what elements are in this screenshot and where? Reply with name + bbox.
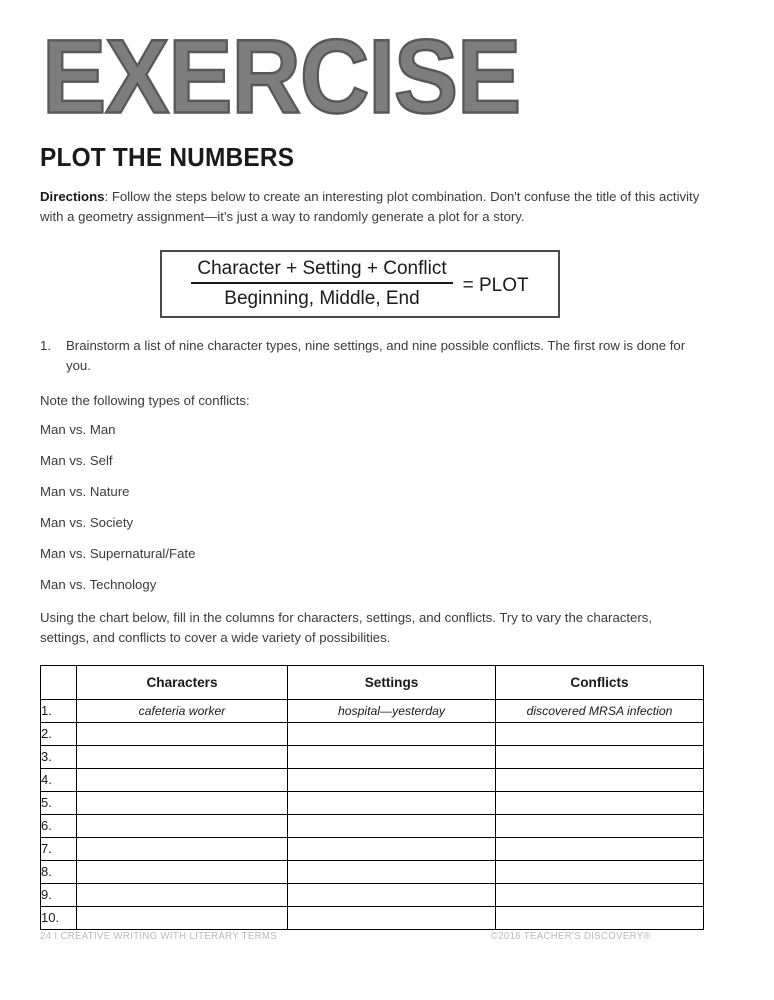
cell-conflicts[interactable]: [496, 768, 704, 791]
cell-characters[interactable]: [77, 768, 288, 791]
fraction-denominator: Beginning, Middle, End: [224, 288, 420, 310]
row-number: 10.: [41, 906, 77, 929]
cell-characters[interactable]: [77, 814, 288, 837]
list-item: Man vs. Nature: [40, 483, 130, 499]
row-number: 6.: [41, 814, 77, 837]
table-row: [41, 814, 704, 837]
table-row: [41, 768, 704, 791]
table-row: [41, 906, 704, 929]
row-number: 3.: [41, 745, 77, 768]
page-subtitle: PLOT THE NUMBERS: [40, 142, 295, 172]
table-row: [41, 883, 704, 906]
table-header-row: [41, 665, 704, 699]
table-row: [41, 860, 704, 883]
list-item: Man vs. Self: [40, 452, 113, 468]
row-number: 8.: [41, 860, 77, 883]
page-content: [40, 0, 704, 930]
cell-conflicts[interactable]: [496, 860, 704, 883]
cell-characters[interactable]: [77, 860, 288, 883]
cell-conflicts[interactable]: [496, 722, 704, 745]
cell-characters[interactable]: [77, 745, 288, 768]
cell-settings[interactable]: hospital—yesterday: [288, 699, 496, 722]
column-header-conflicts: Conflicts: [496, 665, 704, 699]
row-number: 9.: [41, 883, 77, 906]
column-header-characters: Characters: [77, 665, 288, 699]
conflict-types-list: [40, 422, 704, 592]
fraction-bar: [191, 282, 452, 284]
page-title: EXERCISE: [42, 18, 521, 136]
cell-characters[interactable]: [77, 791, 288, 814]
chart-instructions: Using the chart below, fill in the columns for characters, settings, and conflicts. Try to vary the characters, settings, and conflicts to cover a wide variety of possibilities.: [40, 609, 653, 646]
cell-settings[interactable]: [288, 814, 496, 837]
plot-table: [40, 665, 704, 930]
cell-conflicts[interactable]: [496, 837, 704, 860]
row-number: 2.: [41, 722, 77, 745]
cell-characters[interactable]: [77, 906, 288, 929]
directions-text: Follow the steps below to create an interesting plot combination. Don't confuse the title of this activity with a geometry assignment—it's just a way to randomly generate a plot for a story.: [40, 189, 700, 225]
cell-characters[interactable]: [77, 837, 288, 860]
table-row: [41, 837, 704, 860]
table-row: [41, 699, 704, 722]
cell-conflicts[interactable]: discovered MRSA infection: [496, 699, 704, 722]
list-item: Man vs. Supernatural/Fate: [40, 545, 196, 561]
table-header: [41, 665, 704, 699]
cell-conflicts[interactable]: [496, 814, 704, 837]
cell-settings[interactable]: [288, 791, 496, 814]
plot-fraction: [191, 257, 452, 310]
step-item-1: [40, 336, 704, 377]
list-item: Man vs. Man: [40, 421, 116, 437]
row-number: 5.: [41, 791, 77, 814]
fraction-numerator: Character + Setting + Conflict: [197, 258, 447, 280]
cell-settings[interactable]: [288, 745, 496, 768]
directions-paragraph: [40, 187, 700, 228]
directions-separator: :: [104, 189, 112, 204]
column-header-settings: Settings: [288, 665, 496, 699]
title-block: [40, 18, 704, 136]
cell-settings[interactable]: [288, 837, 496, 860]
cell-settings[interactable]: [288, 860, 496, 883]
cell-settings[interactable]: [288, 768, 496, 791]
cell-conflicts[interactable]: [496, 906, 704, 929]
cell-conflicts[interactable]: [496, 745, 704, 768]
step-marker: 1.: [40, 337, 51, 353]
cell-conflicts[interactable]: [496, 791, 704, 814]
cell-characters[interactable]: [77, 883, 288, 906]
page-footer: [40, 931, 651, 942]
step-text: Brainstorm a list of nine character types, nine settings, and nine possible conflicts. The first row is done for you.: [66, 337, 686, 374]
cell-characters[interactable]: [77, 722, 288, 745]
cell-settings[interactable]: [288, 906, 496, 929]
row-number: 1.: [41, 699, 77, 722]
note-heading: Note the following types of conflicts:: [40, 392, 250, 408]
formula-result: = PLOT: [462, 274, 529, 296]
directions-label: Directions: [40, 189, 105, 204]
table-row: [41, 745, 704, 768]
row-number: 7.: [41, 837, 77, 860]
footer-page-info: 24 I CREATIVE WRITING WITH LITERARY TERMS: [40, 931, 277, 942]
list-item: Man vs. Technology: [40, 576, 157, 592]
cell-settings[interactable]: [288, 883, 496, 906]
table-body: [41, 699, 704, 929]
cell-characters[interactable]: cafeteria worker: [77, 699, 288, 722]
formula-box: [160, 250, 560, 318]
table-row: [41, 791, 704, 814]
footer-copyright: ©2016 TEACHER'S DISCOVERY®: [490, 931, 651, 942]
cell-conflicts[interactable]: [496, 883, 704, 906]
column-header-number: [41, 665, 77, 699]
cell-settings[interactable]: [288, 722, 496, 745]
table-row: [41, 722, 704, 745]
row-number: 4.: [41, 768, 77, 791]
list-item: Man vs. Society: [40, 514, 134, 530]
